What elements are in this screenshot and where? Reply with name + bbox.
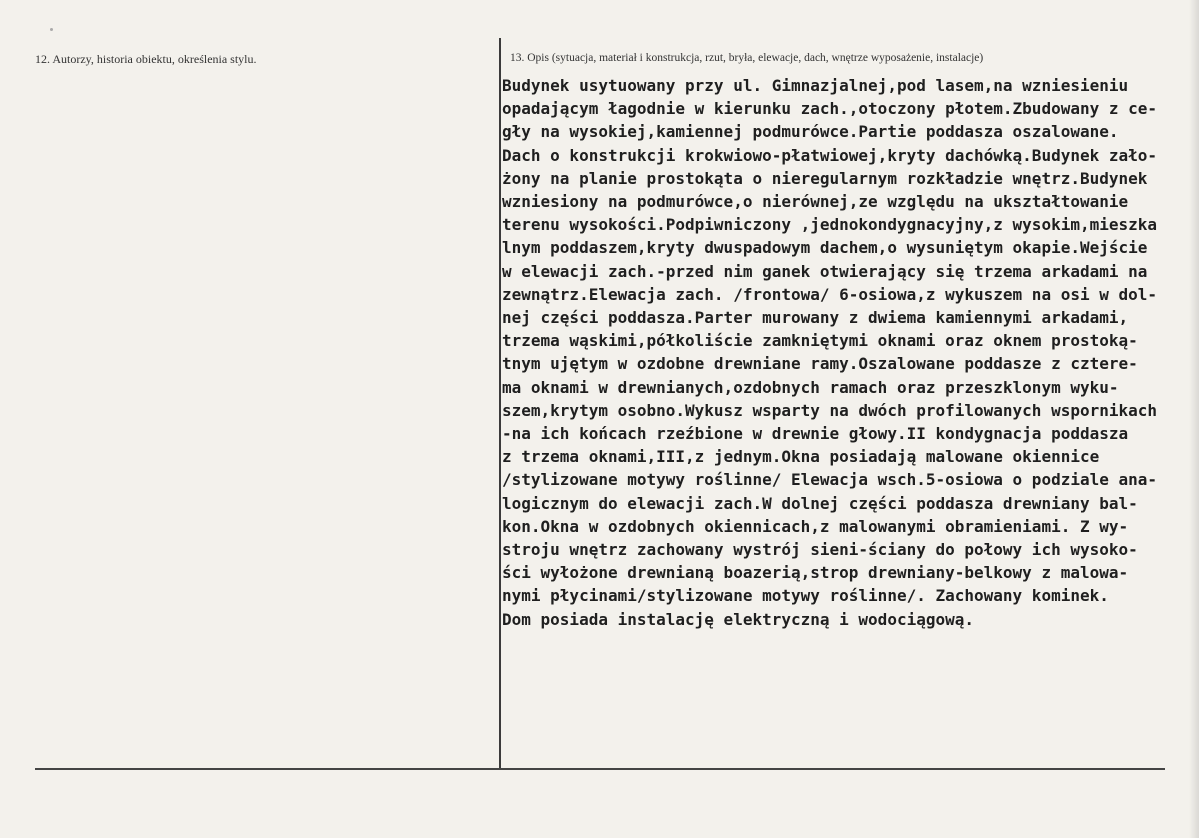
text-line: w elewacji zach.-przed nim ganek otwierający się trzema arkadami na — [502, 261, 1148, 281]
text-line: lnym poddaszem,kryty dwuspadowym dachem,o wysuniętym okapie.Wejście — [502, 238, 1148, 258]
field-12-label: 12. Autorzy, historia obiektu, określenia stylu. — [35, 52, 257, 66]
speck-mark — [50, 28, 53, 31]
text-line: Dach o konstrukcji krokwiowo-płatwiowej,kryty dachówką.Budynek zało- — [502, 145, 1158, 165]
text-line: szem,krytym osobno.Wykusz wsparty na dwóch profilowanych wspornikach — [502, 400, 1158, 420]
text-line: z trzema oknami,III,z jednym.Okna posiadają malowane okiennice — [502, 447, 1100, 467]
field-13-label: 13. Opis (sytuacja, materiał i konstrukcja, rzut, bryła, elewacje, dach, wnętrze wyposażenie, instalacje) — [510, 52, 984, 64]
text-line: trzema wąskimi,półkoliście zamkniętymi oknami oraz oknem prostoką- — [502, 331, 1138, 351]
text-line: -na ich końcach rzeźbione w drewnie głowy.II kondygnacja poddasza — [502, 424, 1129, 444]
text-line: zewnątrz.Elewacja zach. /frontowa/ 6-osiowa,z wykuszem na osi w dol- — [502, 284, 1158, 304]
text-line: ma oknami w drewnianych,ozdobnych ramach oraz przeszklonym wyku- — [502, 377, 1119, 397]
text-line: ści wyłożone drewnianą boazerią,strop drewniany-belkowy z malowa- — [502, 563, 1129, 583]
typed-description — [502, 74, 1192, 631]
text-line: logicznym do elewacji zach.W dolnej części poddasza drewniany bal- — [502, 493, 1138, 513]
text-line: terenu wysokości.Podpiwniczony ,jednokondygnacyjny,z wysokim,mieszka — [502, 215, 1158, 235]
text-line: Dom posiada instalację elektryczną i wodociągową. — [502, 609, 975, 629]
text-line: wzniesiony na podmurówce,o nierównej,ze względu na ukształtowanie — [502, 192, 1129, 212]
text-line: Budynek usytuowany przy ul. Gimnazjalnej,pod lasem,na wzniesieniu — [502, 76, 1129, 95]
bottom-rule — [35, 768, 1165, 770]
text-line: kon.Okna w ozdobnych okiennicach,z malowanymi obramieniami. Z wy- — [502, 516, 1129, 536]
text-line: gły na wysokiej,kamiennej podmurówce.Partie poddasza oszalowane. — [502, 122, 1119, 142]
text-line: /stylizowane motywy roślinne/ Elewacja wsch.5-osiowa o podziale ana- — [502, 470, 1158, 490]
column-divider — [499, 38, 501, 770]
text-line: żony na planie prostokąta o nieregularnym rozkładzie wnętrz.Budynek — [502, 168, 1148, 188]
text-line: stroju wnętrz zachowany wystrój sieni-ściany do połowy ich wysoko- — [502, 540, 1138, 560]
text-line: tnym ujętym w ozdobne drewniane ramy.Oszalowane poddasze z cztere- — [502, 354, 1138, 374]
text-line: nej części poddasza.Parter murowany z dwiema kamiennymi arkadami, — [502, 308, 1129, 328]
text-line: opadającym łagodnie w kierunku zach.,otoczony płotem.Zbudowany z ce- — [502, 99, 1158, 119]
text-line: nymi płycinami/stylizowane motywy roślinne/. Zachowany kominek. — [502, 586, 1109, 606]
